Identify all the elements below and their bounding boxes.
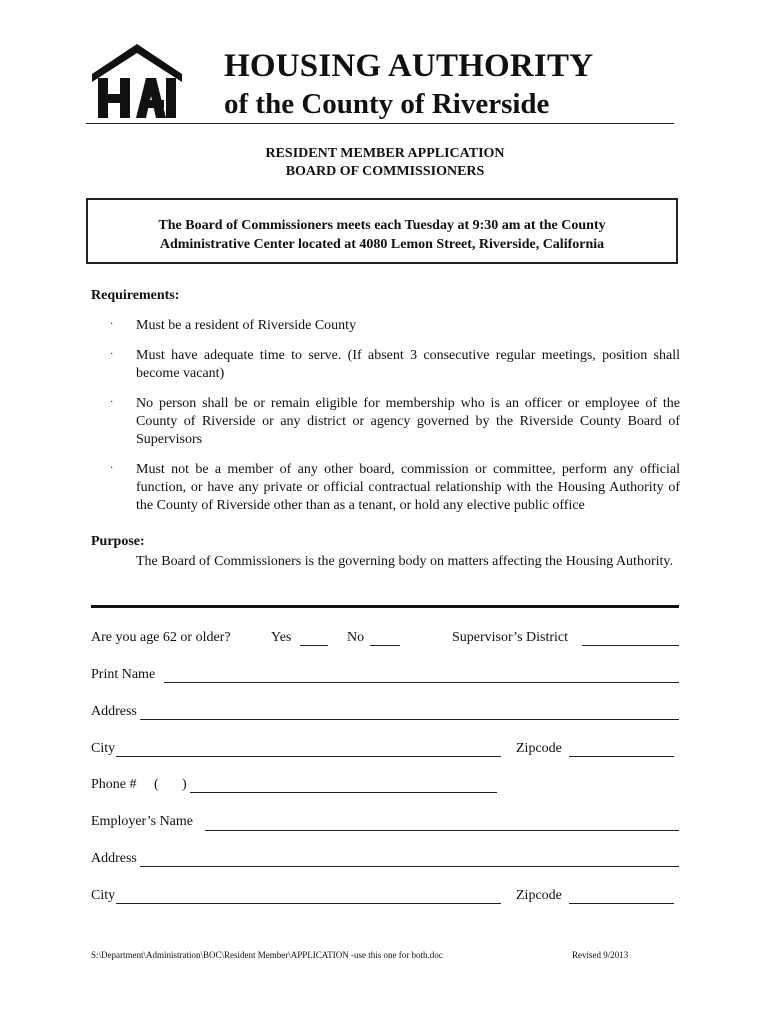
age-no-field[interactable] — [370, 645, 400, 646]
supervisor-district-label: Supervisor’s District — [452, 630, 569, 645]
age-yes-label: Yes — [271, 630, 292, 645]
requirement-item: Must have adequate time to serve. (If absent 3 consecutive regular meetings, position shall become vacant) — [136, 348, 680, 381]
zipcode-field[interactable] — [569, 756, 674, 757]
employer-name-label: Employer’s Name — [91, 814, 193, 829]
requirement-item: Must be a resident of Riverside County — [136, 318, 357, 333]
phone-field[interactable] — [190, 792, 497, 793]
page-title-line1: HOUSING AUTHORITY — [224, 48, 594, 84]
form-subtitle-2: BOARD OF COMMISSIONERS — [285, 164, 485, 179]
form-subtitle-1: RESIDENT MEMBER APPLICATION — [265, 146, 505, 161]
bullet-dot: · — [110, 319, 114, 330]
phone-label: Phone # — [91, 777, 137, 792]
footer-revised: Revised 9/2013 — [572, 950, 629, 960]
requirements-heading: Requirements: — [91, 288, 180, 303]
address-field[interactable] — [140, 719, 679, 720]
employer-zipcode-field[interactable] — [569, 903, 674, 904]
bullet-dot: · — [110, 397, 114, 408]
footer-file-path: S:\Department\Administration\BOC\Resident Member\APPLICATION -use this one for both.doc — [91, 950, 443, 960]
purpose-text: The Board of Commissioners is the governing body on matters affecting the Housing Authority. — [136, 554, 673, 569]
address-label: Address — [91, 704, 137, 719]
print-name-field[interactable] — [164, 682, 679, 683]
employer-name-field[interactable] — [205, 830, 679, 831]
bullet-dot: · — [110, 349, 114, 360]
zipcode-label: Zipcode — [516, 741, 562, 756]
purpose-heading: Purpose: — [91, 534, 145, 549]
employer-address-field[interactable] — [140, 866, 679, 867]
employer-city-field[interactable] — [116, 903, 501, 904]
age-question-label: Are you age 62 or older? — [91, 630, 231, 645]
notice-line-2: Administrative Center located at 4080 Lemon Street, Riverside, California — [159, 237, 605, 252]
section-divider — [91, 605, 679, 608]
employer-city-label: City — [91, 888, 116, 903]
age-yes-field[interactable] — [300, 645, 328, 646]
phone-open-paren: ( — [154, 777, 159, 792]
page-title-line2: of the County of Riverside — [224, 88, 550, 120]
notice-line-1: The Board of Commissioners meets each Tuesday at 9:30 am at the County — [158, 218, 606, 233]
employer-zipcode-label: Zipcode — [516, 888, 562, 903]
phone-close-paren: ) — [182, 777, 187, 792]
header-divider — [86, 123, 674, 124]
bullet-dot: · — [110, 463, 114, 474]
city-field[interactable] — [116, 756, 501, 757]
print-name-label: Print Name — [91, 667, 156, 682]
supervisor-district-field[interactable] — [582, 645, 679, 646]
city-label: City — [91, 741, 116, 756]
requirement-item: Must not be a member of any other board, commission or committee, perform any official function, or have any private or official contractual relationship with the Housing Authority of the County of Riverside other than as a tenant, or hold any elective public office — [136, 462, 680, 513]
requirement-item: No person shall be or remain eligible for membership who is an officer or employee of the County of Riverside or any district or agency governed by the Riverside County Board of Supervisors — [136, 396, 680, 447]
age-no-label: No — [347, 630, 365, 645]
ha-house-logo-icon — [90, 42, 184, 120]
employer-address-label: Address — [91, 851, 137, 866]
meeting-notice-box — [86, 198, 678, 264]
